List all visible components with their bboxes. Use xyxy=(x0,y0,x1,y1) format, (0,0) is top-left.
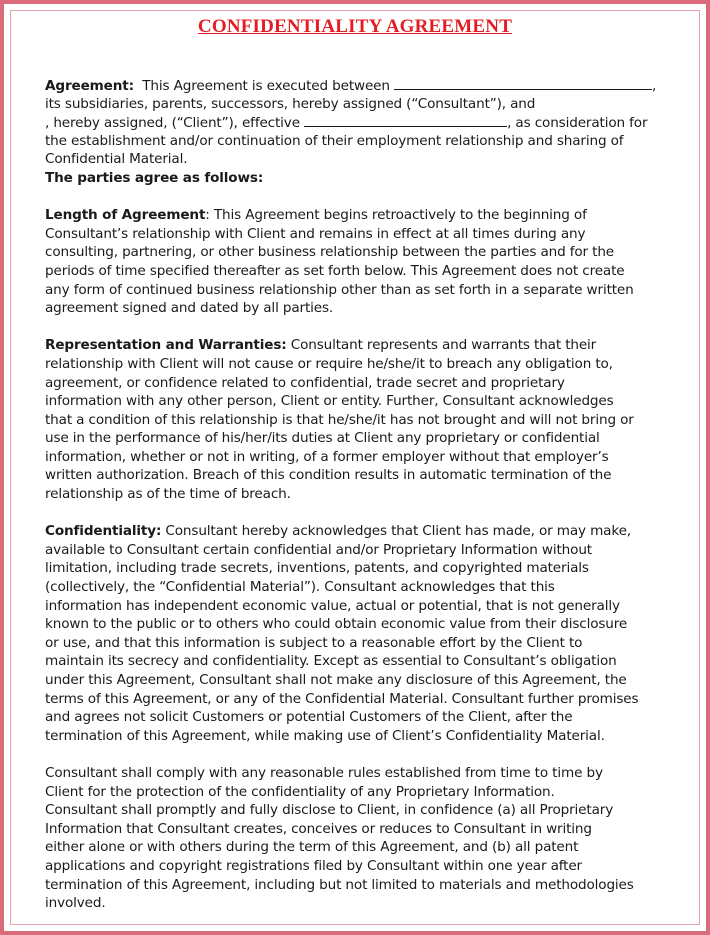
confidentiality-line: information has independent economic value, actual or potential, that is not generally xyxy=(45,597,620,614)
comply-line: Client for the protection of the confidentiality of any Proprietary Information. xyxy=(45,783,555,800)
agreement-comma: , xyxy=(652,78,657,94)
comply-line: Consultant shall comply with any reasonable rules established from time to time by xyxy=(45,764,603,781)
agreement-line-1 xyxy=(45,76,693,95)
representation-line: relationship with Client will not cause or require he/she/it to breach any obligation to, xyxy=(45,355,613,372)
comply-line: involved. xyxy=(45,895,106,912)
confidentiality-line: available to Consultant certain confidential and/or Proprietary Information without xyxy=(45,541,592,558)
agreement-text-3-end: , as consideration for xyxy=(507,115,648,132)
agreement-heading: Agreement: xyxy=(45,78,134,94)
agreement-line-2: its subsidiaries, parents, successors, hereby assigned (“Consultant”), and xyxy=(45,95,536,112)
confidentiality-line: maintain its secrecy and confidentiality. Except as essential to Consultant’s obligation xyxy=(45,653,617,670)
representation-line: that a condition of this relationship is that he/she/it has not brought and will not bring or xyxy=(45,411,634,428)
comply-line: termination of this Agreement, including but not limited to materials and methodologies xyxy=(45,876,634,893)
comply-line: Consultant shall promptly and fully disclose to Client, in confidence (a) all Proprietary xyxy=(45,802,614,819)
representation-line: written authorization. Breach of this condition results in automatic termination of the xyxy=(45,467,612,484)
effective-date-blank[interactable] xyxy=(304,113,507,127)
confidentiality-line: terms of this Agreement, or any of the Confidential Material. Consultant further promises xyxy=(45,690,639,707)
representation-line: use in the performance of his/her/its duties at Client any proprietary or confidential xyxy=(45,430,600,447)
confidentiality-line: termination of this Agreement, while making use of Client’s Confidentiality Material. xyxy=(45,727,605,744)
agreement-line-5: Confidential Material. xyxy=(45,151,188,168)
representation-line: information with any other person, Client or entity. Further, Consultant acknowledges xyxy=(45,393,614,410)
confidentiality-line: and agrees not solicit Customers or potential Customers of the Client, after the xyxy=(45,709,573,726)
comply-line: Information that Consultant creates, conceives or reduces to Consultant in writing xyxy=(45,820,592,837)
comply-line: applications and copyright registrations filed by Consultant within one year after xyxy=(45,857,582,874)
length-text-1: : This Agreement begins retroactively to the beginning of xyxy=(205,207,587,224)
confidentiality-text-1: Consultant hereby acknowledges that Client has made, or may make, xyxy=(161,523,631,540)
consultant-name-blank[interactable] xyxy=(394,76,652,90)
agreement-text-1: This Agreement is executed between xyxy=(142,78,390,94)
length-line: Consultant’s relationship with Client and remains in effect at all times during any xyxy=(45,225,586,242)
confidentiality-line: (collectively, the “Confidential Material”). Consultant acknowledges that this xyxy=(45,579,555,596)
length-line: periods of time specified thereafter as set forth below. This Agreement does not create xyxy=(45,262,625,279)
length-line-1 xyxy=(45,206,693,225)
parties-agree-heading: The parties agree as follows: xyxy=(45,169,264,186)
representation-line: agreement, or confidence related to confidential, trade secret and proprietary xyxy=(45,374,565,391)
length-line: agreement signed and dated by all parties. xyxy=(45,300,334,317)
length-line: any form of continued business relationship other than as set forth in a separate written xyxy=(45,281,634,298)
agreement-line-3 xyxy=(45,113,693,132)
representation-line-1 xyxy=(45,336,693,355)
confidentiality-line: or use, and that this information is subject to a reasonable effort by the Client to xyxy=(45,634,583,651)
confidentiality-line-1 xyxy=(45,522,693,541)
agreement-line-4: the establishment and/or continuation of their employment relationship and sharing of xyxy=(45,132,624,149)
length-heading: Length of Agreement xyxy=(45,207,206,224)
confidentiality-line: known to the public or to others who could obtain economic value from their disclosure xyxy=(45,616,628,633)
document-body xyxy=(45,76,693,913)
representation-line: information, whether or not in writing, of a former employer without that employer’s xyxy=(45,448,609,465)
confidentiality-line: under this Agreement, Consultant shall not make any disclosure of this Agreement, the xyxy=(45,672,627,688)
representation-line: relationship as of the time of breach. xyxy=(45,486,291,503)
document-title: CONFIDENTIALITY AGREEMENT xyxy=(197,16,513,37)
comply-line: either alone or with others during the term of this Agreement, and (b) all patent xyxy=(45,839,579,856)
agreement-text-3: , hereby assigned, (“Client”), effective xyxy=(45,115,300,132)
confidentiality-heading: Confidentiality: xyxy=(45,523,162,540)
representation-text-1: Consultant represents and warrants that their xyxy=(286,337,597,354)
confidentiality-line: limitation, including trade secrets, inventions, patents, and copyrighted materials xyxy=(45,560,589,577)
length-line: consulting, partnering, or other business relationship between the parties and for the xyxy=(45,244,615,261)
representation-heading: Representation and Warranties: xyxy=(45,337,287,354)
